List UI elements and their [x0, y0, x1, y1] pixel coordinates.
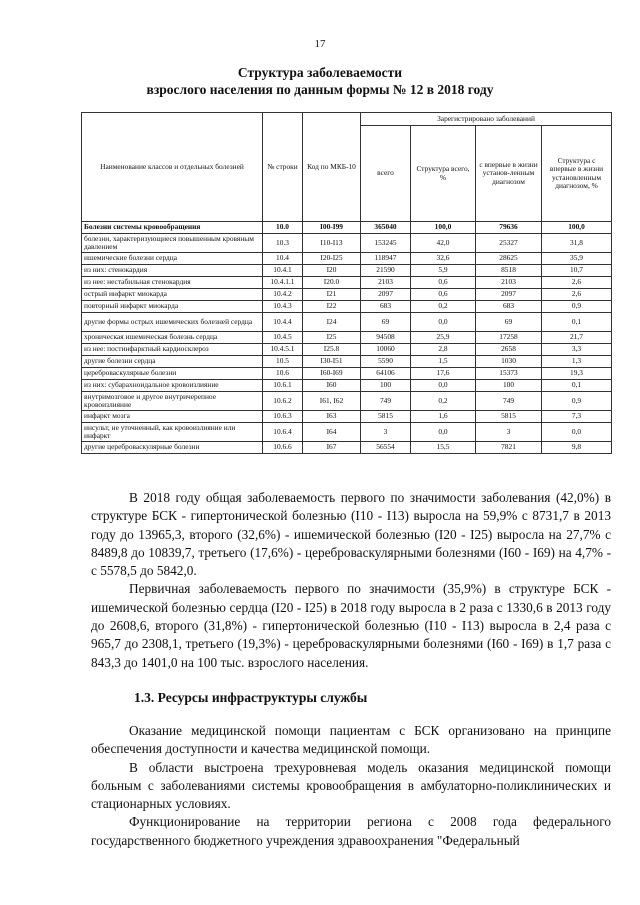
morbidity-table: [81, 112, 612, 454]
table-cell-code: I21: [303, 289, 361, 301]
table-row: [82, 392, 612, 411]
table-row: [82, 265, 612, 277]
table-cell-st: 0,0: [411, 380, 476, 392]
table-cell-total: 118947: [361, 253, 411, 265]
table-cell-name: ишемические болезни сердца: [82, 253, 263, 265]
table-cell-sf: 100,0: [542, 222, 612, 234]
table-title-line-2: взрослого населения по данным формы № 12 в 2018 году: [146, 82, 494, 97]
table-cell-st: 2,8: [411, 344, 476, 356]
table-cell-name: внутримозговое и другое внутричерепное кровоизлияние: [82, 392, 263, 411]
table-cell-name: Болезни системы кровообращения: [82, 222, 263, 234]
body-text-block-1: [91, 489, 611, 672]
table-cell-sf: 19,3: [542, 368, 612, 380]
table-cell-name: повторный инфаркт миокарда: [82, 301, 263, 313]
table-cell-total: 94508: [361, 332, 411, 344]
table-cell-code: I25.8: [303, 344, 361, 356]
table-cell-name: другие цереброваскулярные болезни: [82, 442, 263, 454]
paragraph-4: В области выстроена трехуровневая модель оказания медицинской помощи больным с заболеваниями системы кровообращения в амбулаторно-поликлинических и стационарных условиях.: [91, 759, 611, 812]
header-name: Наименование классов и отдельных болезней: [82, 113, 263, 222]
section-heading: 1.3. Ресурсы инфраструктуры службы: [134, 690, 368, 705]
paragraph-1: В 2018 году общая заболеваемость первого по значимости заболевания (42,0%) в структуре БСК - гипертонической болезнью (I10 - I13) выросла на 59,9% с 8731,7 в 2013 году до 13965,3, второго (32,6%) - ишемической болезнью (I20 - I25) выросла на 27,7% с 8489,8 до 10839,7, третьего (17,6%) - цереброваскулярными болезнями (I60 - I69) на 4,7% - с 5578,5 до 5842,0.: [91, 490, 611, 579]
table-cell-st: 0,2: [411, 392, 476, 411]
table-cell-total: 2097: [361, 289, 411, 301]
table-cell-first: 8518: [476, 265, 542, 277]
table-cell-sf: 35,9: [542, 253, 612, 265]
table-cell-no: 10.4.4: [263, 313, 303, 332]
table-cell-first: 3: [476, 423, 542, 442]
table-row: [82, 253, 612, 265]
table-cell-st: 32,6: [411, 253, 476, 265]
table-cell-no: 10.6.3: [263, 411, 303, 423]
table-cell-st: 0,0: [411, 423, 476, 442]
header-structure-first: Структура с впервые в жизни установленным диагнозом, %: [542, 126, 612, 222]
table-cell-name: болезни, характеризующиеся повышенным кровяным давлением: [82, 234, 263, 253]
table-cell-sf: 31,8: [542, 234, 612, 253]
table-cell-no: 10.6.6: [263, 442, 303, 454]
table-cell-no: 10.4.5: [263, 332, 303, 344]
table-cell-code: I60-I69: [303, 368, 361, 380]
table-cell-name: другие болезни сердца: [82, 356, 263, 368]
table-cell-no: 10.4.3: [263, 301, 303, 313]
table-cell-code: I60: [303, 380, 361, 392]
paragraph-5: Функционирование на территории региона с 2008 года федерального государственного бюджетного учреждения здравоохранения "Федеральный: [91, 814, 611, 848]
table-cell-st: 25,9: [411, 332, 476, 344]
table-row: [82, 277, 612, 289]
table-cell-first: 25327: [476, 234, 542, 253]
table-cell-total: 749: [361, 392, 411, 411]
table-cell-name: из них: стенокардия: [82, 265, 263, 277]
table-cell-first: 683: [476, 301, 542, 313]
table-cell-sf: 0,1: [542, 380, 612, 392]
table-row: [82, 380, 612, 392]
table-cell-name: инсульт, не уточненный, как кровоизлияние или инфаркт: [82, 423, 263, 442]
table-cell-total: 10060: [361, 344, 411, 356]
table-cell-code: I25: [303, 332, 361, 344]
table-cell-sf: 0,0: [542, 423, 612, 442]
table-cell-name: инфаркт мозга: [82, 411, 263, 423]
table-cell-st: 1,5: [411, 356, 476, 368]
table-cell-first: 7821: [476, 442, 542, 454]
table-cell-name: из нее: постинфарктный кардиосклероз: [82, 344, 263, 356]
table-cell-first: 2097: [476, 289, 542, 301]
table-cell-code: I20: [303, 265, 361, 277]
table-row: [82, 356, 612, 368]
table-cell-first: 1030: [476, 356, 542, 368]
table-cell-code: I61, I62: [303, 392, 361, 411]
table-cell-no: 10.4.1.1: [263, 277, 303, 289]
table-cell-st: 0,2: [411, 301, 476, 313]
table-cell-total: 5815: [361, 411, 411, 423]
table-cell-first: 69: [476, 313, 542, 332]
table-row: [82, 423, 612, 442]
table-cell-total: 365040: [361, 222, 411, 234]
table-cell-no: 10.0: [263, 222, 303, 234]
paragraph-3: Оказание медицинской помощи пациентам с БСК организовано на принципе обеспечения доступности и качества медицинской помощи.: [91, 723, 611, 757]
table-cell-first: 79636: [476, 222, 542, 234]
table-cell-st: 0,6: [411, 277, 476, 289]
table-cell-total: 2103: [361, 277, 411, 289]
table-title: [0, 64, 640, 98]
header-total: всего: [361, 126, 411, 222]
table-cell-sf: 10,7: [542, 265, 612, 277]
table-cell-no: 10.6.4: [263, 423, 303, 442]
table-cell-no: 10.4: [263, 253, 303, 265]
table-cell-sf: 0,9: [542, 392, 612, 411]
table-cell-no: 10.5: [263, 356, 303, 368]
table-cell-sf: 0,9: [542, 301, 612, 313]
table-body: [82, 222, 612, 454]
table-row: [82, 301, 612, 313]
table-cell-sf: 0,1: [542, 313, 612, 332]
table-cell-total: 64106: [361, 368, 411, 380]
body-text-block-2: [91, 722, 611, 850]
table-cell-first: 100: [476, 380, 542, 392]
table-cell-no: 10.6.1: [263, 380, 303, 392]
table-cell-total: 56554: [361, 442, 411, 454]
table-cell-sf: 1,3: [542, 356, 612, 368]
table-cell-first: 2103: [476, 277, 542, 289]
table-cell-total: 21590: [361, 265, 411, 277]
table-cell-first: 5815: [476, 411, 542, 423]
table-cell-code: I20.0: [303, 277, 361, 289]
table-cell-name: из нее: нестабильная стенокардия: [82, 277, 263, 289]
table-cell-total: 100: [361, 380, 411, 392]
table-cell-sf: 2,6: [542, 289, 612, 301]
table-cell-st: 15,5: [411, 442, 476, 454]
table-cell-first: 17258: [476, 332, 542, 344]
table-cell-code: I24: [303, 313, 361, 332]
table-cell-first: 749: [476, 392, 542, 411]
table-cell-total: 69: [361, 313, 411, 332]
header-first-time: с впервые в жизни установ-ленным диагнозом: [476, 126, 542, 222]
paragraph-2: Первичная заболеваемость первого по значимости (35,9%) в структуре БСК - ишемической болезнью сердца (I20 - I25) в 2018 году выросла в 2 раза с 1330,6 в 2013 году до 2608,6, второго (31,8%) - гипертонической болезнью (I10 - I13) выросла в 2,4 раза с 965,7 до 2308,1, третьего (19,3%) - цереброваскулярными болезнями (I60 - I69) в 1,7 раза с 843,3 до 1401,0 на 100 тыс. взрослого населения.: [91, 581, 611, 670]
table-row: [82, 234, 612, 253]
table-row: [82, 344, 612, 356]
table-cell-no: 10.4.5.1: [263, 344, 303, 356]
table-cell-first: 2658: [476, 344, 542, 356]
header-structure-total: Структура всего, %: [411, 126, 476, 222]
table-cell-name: другие формы острых ишемических болезней сердца: [82, 313, 263, 332]
table-cell-no: 10.3: [263, 234, 303, 253]
table-title-line-1: Структура заболеваемости: [237, 65, 403, 80]
table-cell-code: I00-I99: [303, 222, 361, 234]
table-cell-first: 15373: [476, 368, 542, 380]
table-row: [82, 332, 612, 344]
table-cell-sf: 7,3: [542, 411, 612, 423]
table-cell-total: 3: [361, 423, 411, 442]
table-row: [82, 368, 612, 380]
table-cell-no: 10.4.2: [263, 289, 303, 301]
table-row: [82, 411, 612, 423]
table-cell-total: 153245: [361, 234, 411, 253]
table-cell-name: острый инфаркт миокарда: [82, 289, 263, 301]
table-cell-name: из них: субарахноидальное кровоизлияние: [82, 380, 263, 392]
table-cell-name: цереброваскулярные болезни: [82, 368, 263, 380]
header-registered: Зарегистрировано заболеваний: [361, 113, 612, 126]
table-cell-sf: 3,3: [542, 344, 612, 356]
page-number: 17: [314, 38, 326, 50]
table-cell-code: I20-I25: [303, 253, 361, 265]
table-cell-st: 0,0: [411, 313, 476, 332]
table-cell-sf: 9,8: [542, 442, 612, 454]
table-row: [82, 289, 612, 301]
header-row-no: № строки: [263, 113, 303, 222]
table-cell-st: 42,0: [411, 234, 476, 253]
table-cell-first: 28625: [476, 253, 542, 265]
header-code: Код по МКБ-10: [303, 113, 361, 222]
table-row: [82, 442, 612, 454]
table-row: [82, 222, 612, 234]
table-cell-code: I63: [303, 411, 361, 423]
table-cell-sf: 2,6: [542, 277, 612, 289]
table-cell-no: 10.6: [263, 368, 303, 380]
table-cell-st: 0,6: [411, 289, 476, 301]
table-cell-code: I67: [303, 442, 361, 454]
table-row: [82, 313, 612, 332]
table-cell-no: 10.4.1: [263, 265, 303, 277]
table-cell-code: I30-I51: [303, 356, 361, 368]
table-cell-code: I64: [303, 423, 361, 442]
table-cell-name: хроническая ишемическая болезнь сердца: [82, 332, 263, 344]
table-cell-code: I22: [303, 301, 361, 313]
table-cell-sf: 21,7: [542, 332, 612, 344]
table-cell-no: 10.6.2: [263, 392, 303, 411]
table-cell-st: 17,6: [411, 368, 476, 380]
table-cell-st: 5,9: [411, 265, 476, 277]
table-cell-code: I10-I13: [303, 234, 361, 253]
table-cell-st: 1,6: [411, 411, 476, 423]
table-cell-total: 683: [361, 301, 411, 313]
table-cell-st: 100,0: [411, 222, 476, 234]
table-cell-total: 5590: [361, 356, 411, 368]
